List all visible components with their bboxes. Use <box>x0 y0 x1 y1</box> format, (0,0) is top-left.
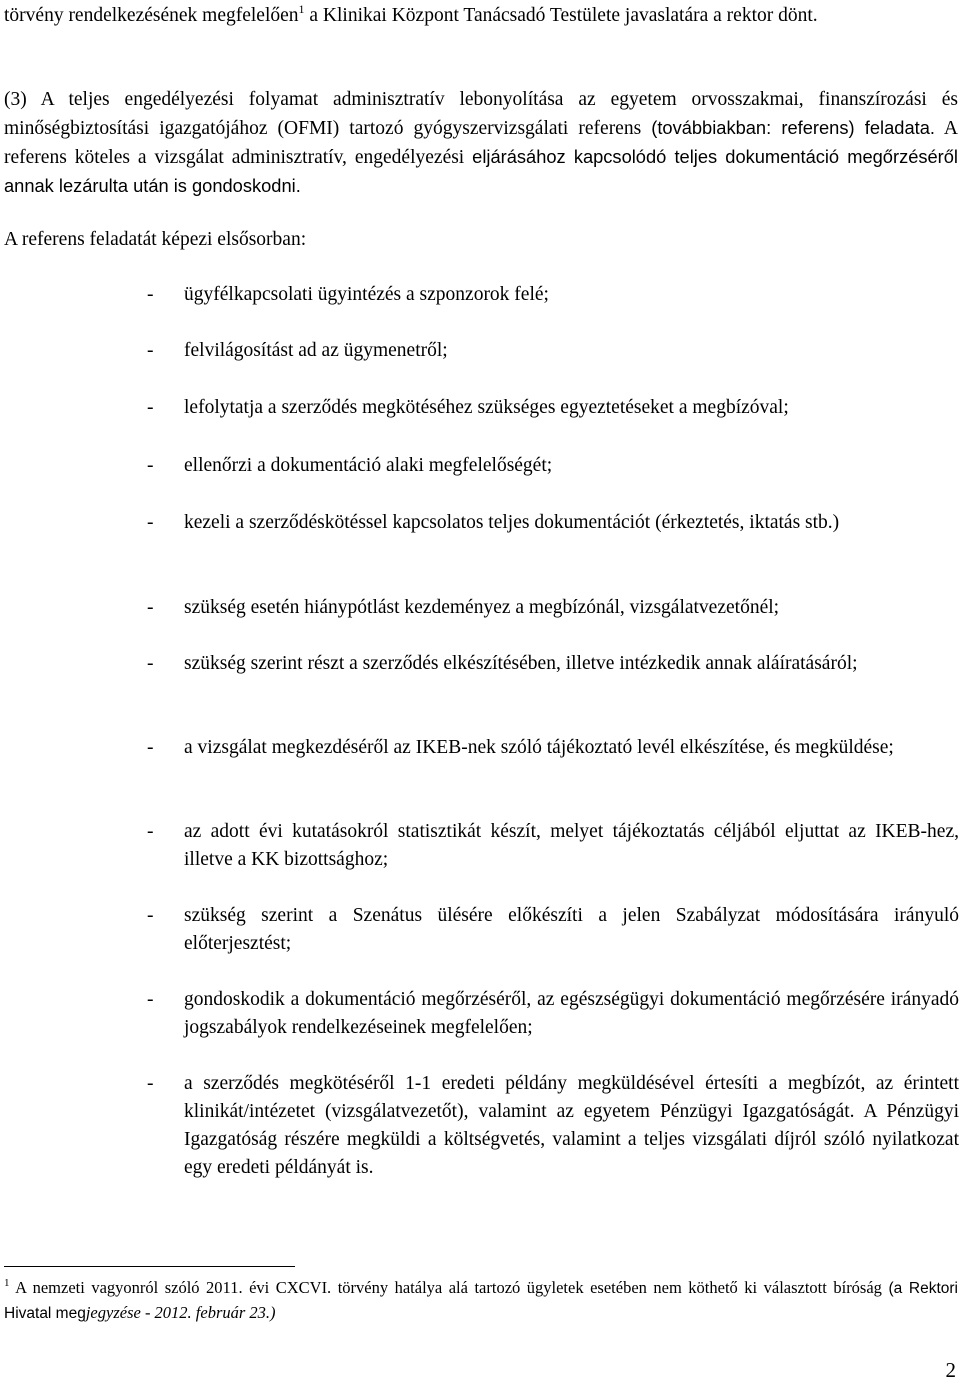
list-dash: - <box>147 512 154 533</box>
footnote <box>4 1276 958 1326</box>
list-dash: - <box>147 821 154 842</box>
paragraph-text: (3) A teljes engedélyezési folyamat adminisztratív lebonyolítása az egyetem orvosszakmai, finanszírozási és minőségbiztosítási igazgatójához (OFMI) tartozó gyógyszervizsgálati referens <box>4 89 958 139</box>
list-dash: - <box>147 597 154 618</box>
list-dash: - <box>147 284 154 305</box>
paragraph-text: A referens köteles a vizsgálat adminisztratív, engedélyezési <box>4 118 959 168</box>
paragraph-text-sans: eljárásához kapcsolódó teljes dokumentáció megőrzéséről annak lezárulta után is gondoskodni. <box>4 146 958 196</box>
footnote-marker: 1 <box>4 1277 10 1289</box>
list-item-text: szükség szerint a Szenátus ülésére előkészíti a jelen Szabályzat módosítására irányuló előterjesztést; <box>184 905 959 954</box>
list-dash: - <box>147 653 154 674</box>
list-item-text: ügyfélkapcsolati ügyintézés a szponzorok felé; <box>184 284 549 305</box>
footnote-text-sans: (a Rektori Hivatal meg <box>4 1280 958 1322</box>
list-item-text: szükség esetén hiánypótlást kezdeményez a megbízónál, vizsgálatvezetőnél; <box>184 597 780 618</box>
list-item-text: gondoskodik a dokumentáció megőrzéséről, az egészségügyi dokumentáció megőrzésére irányadó jogszabályok rendelkezéseinek megfelelően; <box>184 989 959 1038</box>
list-dash: - <box>147 455 154 476</box>
paragraph-continued <box>4 2 958 30</box>
paragraph-3 <box>4 86 958 201</box>
list-item-text: a szerződés megkötéséről 1-1 eredeti példány megküldésével értesíti a megbízót, az érintett klinikát/intézetet (vizsgálatvezetőt), valamint az egyetem Pénzügyi Igazgatóságát. A Pénzügyi Igazgatóság részére megküldi a költségvetés, valamint a teljes vizsgálati díjról szóló nyilatkozat egy eredeti példányát is. <box>184 1073 959 1178</box>
paragraph-text: törvény rendelkezésének megfelelően <box>4 5 299 26</box>
list-item-text: szükség szerint részt a szerződés elkészítésében, illetve intézkedik annak aláíratásáról; <box>184 653 858 674</box>
list-dash: - <box>147 397 154 418</box>
footnote-separator <box>4 1266 295 1267</box>
footnote-reference: 1 <box>298 2 305 16</box>
list-dash: - <box>147 1073 154 1094</box>
list-dash: - <box>147 340 154 361</box>
list-dash: - <box>147 905 154 926</box>
list-item-text: a vizsgálat megkezdéséről az IKEB-nek szóló tájékoztató levél elkészítése, és megküldése; <box>184 737 894 758</box>
paragraph-text: a Klinikai Központ Tanácsadó Testülete javaslatára a rektor dönt. <box>304 5 818 26</box>
list-item-text: lefolytatja a szerződés megkötéséhez szükséges egyeztetéseket a megbízóval; <box>184 397 789 418</box>
page-number: 2 <box>945 1358 956 1382</box>
paragraph-text-sans: (továbbiakban: referens) feladata. <box>651 117 935 138</box>
list-dash: - <box>147 737 154 758</box>
list-item-text: kezeli a szerződéskötéssel kapcsolatos teljes dokumentációt (érkeztetés, iktatás stb.) <box>184 512 840 533</box>
list-intro: A referens feladatát képezi elsősorban: <box>4 229 307 250</box>
footnote-text: A nemzeti vagyonról szóló 2011. évi CXCVI. törvény hatálya alá tartozó ügyletek esetében nem köthető ki választott bíróság <box>9 1278 889 1297</box>
list-item-text: az adott évi kutatásokról statisztikát készít, melyet tájékoztatás céljából eljuttat az IKEB-hez, illetve a KK bizottsághoz; <box>184 821 959 870</box>
list-dash: - <box>147 989 154 1010</box>
list-item-text: felvilágosítást ad az ügymenetről; <box>184 340 448 361</box>
footnote-text-italic: jegyzése - 2012. február 23.) <box>85 1303 276 1322</box>
list-item-text: ellenőrzi a dokumentáció alaki megfelelőségét; <box>184 455 553 476</box>
